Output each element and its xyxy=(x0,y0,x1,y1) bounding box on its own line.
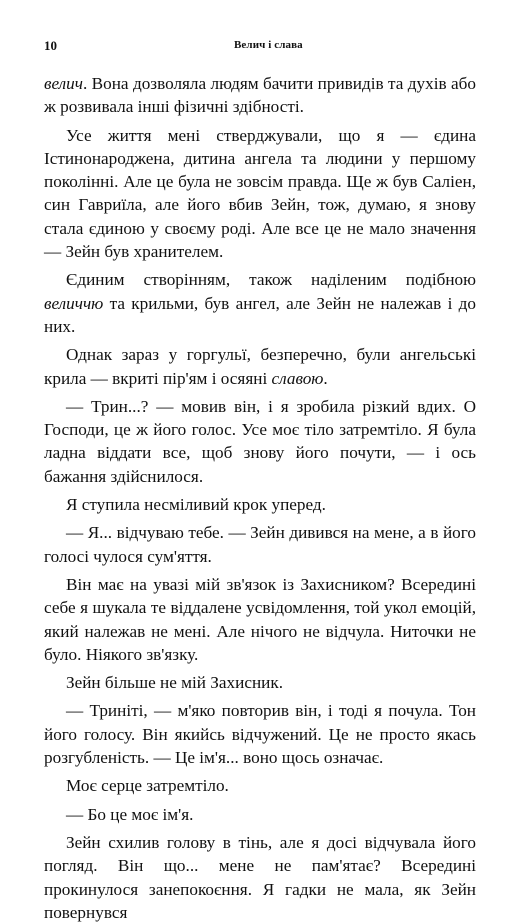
italic-word: велич xyxy=(44,74,83,93)
paragraph-text: та крильми, був ангел, але Зейн не належав і до них. xyxy=(44,293,476,336)
paragraph xyxy=(44,493,476,516)
paragraph xyxy=(44,268,476,338)
paragraph xyxy=(44,521,476,568)
paragraph-text: Усе життя мені стверджували, що я — єдина Істинонароджена, дитина ангела та людини у першому поколінні. Але це була не зовсім правда. Ще ж був Саліен, син Гавриїла, але його вбив Зейн, тож, думаю, я знову стала єдиною у своєму роді. Але все це не мало значення — Зейн був хранителем. xyxy=(44,125,476,262)
page-number: 10 xyxy=(44,38,57,53)
paragraph-text: — Трин...? — мовив він, і я зробила різкий вдих. О Господи, це ж його голос. Усе моє тіло затремтіло. Я була ладна віддати все, щоб знову його почути, — і ось бажання здійснилося. xyxy=(44,396,476,486)
paragraph xyxy=(44,774,476,797)
paragraph-text: Зейн більше не мій Захисник. xyxy=(66,673,284,693)
paragraph-text: Однак зараз у горгульї, безперечно, були ангельські крила — вкриті пір'ям і осяяні xyxy=(44,345,476,388)
paragraph-text: — Триніті, — м'яко повторив він, і тоді я почула. Тон його голосу. Він якийсь відчужений. Це не просто якась розгубленість. — Це ім'я... воно щось означає. xyxy=(44,701,476,768)
text-body xyxy=(44,72,476,924)
paragraph-text: — Бо це моє ім'я. xyxy=(66,804,194,824)
paragraph xyxy=(44,573,476,666)
paragraph xyxy=(44,124,476,264)
paragraph xyxy=(44,72,476,119)
italic-word: величчю xyxy=(44,293,104,313)
italic-word: славою xyxy=(271,368,324,388)
paragraph-text: Моє серце затремтіло. xyxy=(66,776,229,796)
paragraph-text: Єдиним створінням, також наділеним подібною xyxy=(66,270,476,290)
paragraph xyxy=(44,671,476,694)
paragraph-text: Він має на увазі мій зв'язок із Захисником? Всередині себе я шукала те віддалене усвідомлення, той укол емоцій, який належав не мені. Але нічого не відчула. Ниточки не було. Ніякого зв'язку. xyxy=(44,574,476,664)
paragraph xyxy=(44,395,476,488)
paragraph-text: Зейн схилив голову в тінь, але я досі відчувала його погляд. Він що... мене не пам'ятає? Всередині прокинулося занепокоєння. Я гадки не мала, як Зейн повернувся xyxy=(44,832,476,922)
paragraph xyxy=(44,343,476,390)
paragraph xyxy=(44,803,476,826)
paragraph-text: Я ступила несміливий крок уперед. xyxy=(66,495,326,515)
paragraph-text: . Вона дозволяла людям бачити привидів та духів або ж розвивала інші фізичні здібності. xyxy=(44,74,476,117)
paragraph xyxy=(44,831,476,924)
paragraph xyxy=(44,699,476,769)
page-header xyxy=(44,38,476,54)
paragraph-text: — Я... відчуваю тебе. — Зейн дивився на мене, а в його голосі чулося сум'яття. xyxy=(44,523,476,566)
running-title: Велич і слава xyxy=(234,39,303,51)
paragraph-text: . xyxy=(323,368,328,388)
